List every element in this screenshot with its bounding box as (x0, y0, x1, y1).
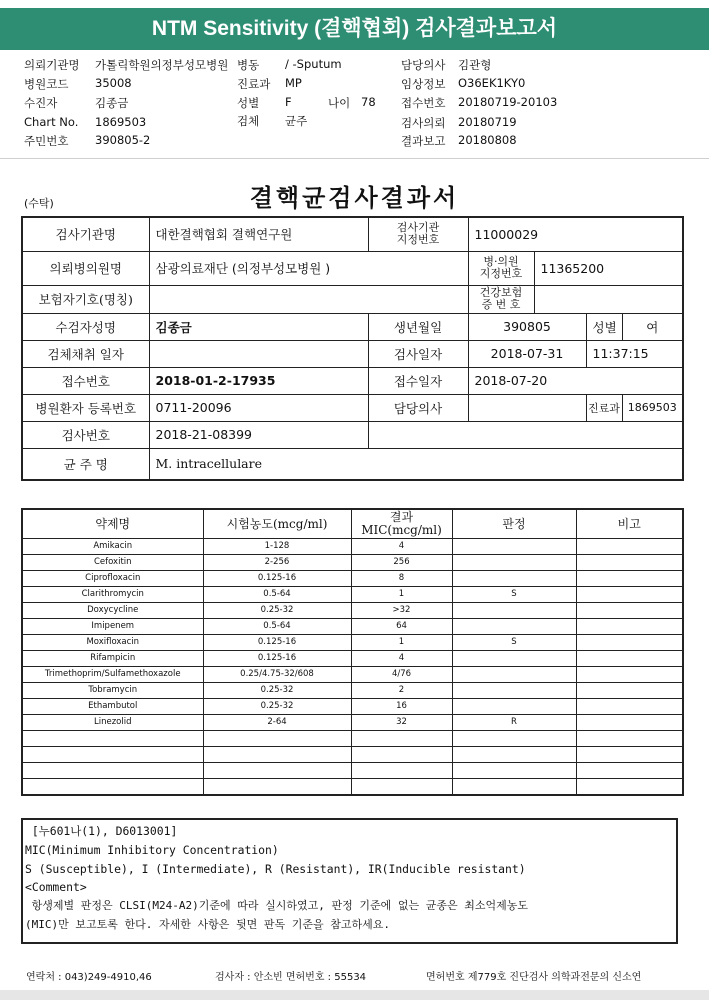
drug-row (22, 651, 683, 667)
age-label: 나이 (328, 96, 351, 110)
resident-value: 390805-2 (95, 133, 151, 147)
code-label: 병원코드 (24, 77, 69, 91)
cell-conc: 2-64 (203, 715, 351, 731)
empty-row (22, 763, 683, 779)
cell-remark (576, 731, 683, 747)
dob-value: 390805 (468, 313, 586, 340)
footer-license: 면허번호 제779호 진단검사 의학과전문의 신소연 (426, 972, 642, 983)
lab-value: 대한결핵협회 결핵연구원 (149, 217, 368, 251)
doctor-value: 김관형 (458, 58, 492, 72)
chart-value: 1869503 (95, 115, 147, 129)
hospital-label: 의뢰기관명 (24, 58, 80, 72)
cell-mic: 1 (351, 635, 452, 651)
cell-drug: Amikacin (22, 539, 203, 555)
accept-date-label: 접수일자 (368, 367, 468, 394)
cell-remark (576, 699, 683, 715)
note-comment-2: (MIC)만 보고토록 한다. 자세한 사항은 뒷면 판독 기준을 참고하세요. (25, 917, 390, 931)
cell-drug: Tobramycin (22, 683, 203, 699)
resident-label: 주민번호 (24, 134, 69, 148)
cell-interp (452, 731, 576, 747)
health-label: 건강보험 증 번 호 (468, 285, 534, 313)
footer-contact: 연락처 : 043)249-4910,46 (26, 972, 152, 983)
note-comment-1: 항생제별 판정은 CLSI(M24-A2)기준에 따라 실시하였고, 판정 기준에 없는 균종은 최소억제농도 (25, 899, 528, 913)
cell-interp (452, 699, 576, 715)
cell-remark (576, 651, 683, 667)
code-value: 35008 (95, 76, 132, 90)
cell-conc: 0.25-32 (203, 603, 351, 619)
susceptibility-table (21, 508, 684, 796)
insured-label: 보험자기호(명칭) (22, 285, 149, 313)
cell-remark (576, 603, 683, 619)
receipt-label: 접수번호 (401, 96, 446, 110)
drug-row (22, 603, 683, 619)
accept-no-value: 2018-01-2-17935 (149, 367, 368, 394)
cell-drug: Clarithromycin (22, 587, 203, 603)
cell-conc (203, 763, 351, 779)
receipt-value: 20180719-20103 (458, 95, 558, 109)
mic-header: 결과 MIC(mcg/ml) (351, 509, 452, 539)
drug-row (22, 699, 683, 715)
cell-conc: 0.125-16 (203, 635, 351, 651)
strain-label: 균 주 명 (22, 448, 149, 480)
insured-value (149, 285, 468, 313)
cell-mic: 16 (351, 699, 452, 715)
test-date-label: 검사일자 (368, 340, 468, 367)
cell-conc: 0.25-32 (203, 683, 351, 699)
report-label: 결과보고 (401, 134, 446, 148)
cell-drug: Imipenem (22, 619, 203, 635)
cell-remark (576, 667, 683, 683)
drug-row (22, 715, 683, 731)
cell-interp (452, 683, 576, 699)
cell-mic: 32 (351, 715, 452, 731)
cell-remark (576, 747, 683, 763)
cell-remark (576, 779, 683, 796)
cell-remark (576, 763, 683, 779)
cell-remark (576, 619, 683, 635)
drug-row (22, 619, 683, 635)
test-time-value: 11:37:15 (586, 340, 683, 367)
drug-row (22, 667, 683, 683)
cell-drug: Trimethoprim/Sulfamethoxazole (22, 667, 203, 683)
patient-label: 수진자 (24, 96, 58, 110)
accept-date-value: 2018-07-20 (468, 367, 683, 394)
cell-mic (351, 731, 452, 747)
name-value: 김종금 (149, 313, 368, 340)
dept-label: 진료과 (237, 77, 271, 91)
specimen-value: 균주 (285, 114, 308, 128)
lab-label: 검사기관명 (22, 217, 149, 251)
test-date-value: 2018-07-31 (468, 340, 586, 367)
cell-remark (576, 635, 683, 651)
reg-no-value: 0711-20096 (149, 394, 368, 421)
req-hosp-value: 삼광의료재단 (의정부성모병원 ) (149, 251, 468, 285)
cell-drug: Cefoxitin (22, 555, 203, 571)
hosp-id-value: 11365200 (534, 251, 683, 285)
note-legend: S (Susceptible), I (Intermediate), R (Resistant), IR(Inducible resistant) (25, 861, 526, 876)
conc-header: 시험농도(mcg/ml) (203, 509, 351, 539)
cell-remark (576, 683, 683, 699)
cell-conc: 2-256 (203, 555, 351, 571)
cell-interp (452, 603, 576, 619)
cell-interp (452, 763, 576, 779)
strain-value: M. intracellulare (149, 448, 683, 480)
age-value: 78 (361, 95, 376, 109)
ward-label: 병동 (237, 58, 260, 72)
exam-no-label: 검사번호 (22, 421, 149, 448)
reg-no-label: 병원환자 등록번호 (22, 394, 149, 421)
cell-drug (22, 731, 203, 747)
cell-drug (22, 779, 203, 796)
note-comment-title: <Comment> (25, 880, 87, 895)
exam-no-blank (368, 421, 683, 448)
remark-header: 비고 (576, 509, 683, 539)
cell-conc (203, 779, 351, 796)
sex-value-cell: 여 (622, 313, 683, 340)
drug-row (22, 587, 683, 603)
cell-drug: Doxycycline (22, 603, 203, 619)
req-hosp-label: 의뢰병의원명 (22, 251, 149, 285)
cell-conc: 0.25/4.75-32/608 (203, 667, 351, 683)
cell-drug: Linezolid (22, 715, 203, 731)
hospital-value: 가톨릭학원의정부성모병원 (95, 58, 229, 72)
cell-conc (203, 747, 351, 763)
bottom-band (0, 990, 709, 1000)
cell-drug (22, 747, 203, 763)
health-value (534, 285, 683, 313)
cell-mic: >32 (351, 603, 452, 619)
notes-box (21, 818, 678, 944)
doctor-value-cell (468, 394, 586, 421)
hosp-id-label: 병·의원 지정번호 (468, 251, 534, 285)
cell-remark (576, 715, 683, 731)
doctor-label: 담당의사 (401, 58, 446, 72)
cell-interp (452, 667, 576, 683)
lab-id-label: 검사기관 지정번호 (368, 217, 468, 251)
divider (0, 158, 709, 159)
cell-interp: S (452, 587, 576, 603)
request-value: 20180719 (458, 115, 517, 129)
interp-header: 판정 (452, 509, 576, 539)
doctor-label-cell: 담당의사 (368, 394, 468, 421)
note-code: [누601나(1), D6013001] (25, 824, 178, 838)
cell-drug: Ethambutol (22, 699, 203, 715)
clinic-value: O36EK1KY0 (458, 76, 526, 90)
cell-mic: 4 (351, 651, 452, 667)
cell-interp (452, 651, 576, 667)
empty-row (22, 731, 683, 747)
empty-row (22, 779, 683, 796)
lab-id-value: 11000029 (468, 217, 683, 251)
clinic-label: 임상정보 (401, 77, 446, 91)
cell-interp (452, 539, 576, 555)
report-value: 20180808 (458, 133, 517, 147)
cell-interp: S (452, 635, 576, 651)
exam-no-value: 2018-21-08399 (149, 421, 368, 448)
cell-remark (576, 555, 683, 571)
note-mic: MIC(Minimum Inhibitory Concentration) (25, 842, 279, 857)
cell-remark (576, 587, 683, 603)
cell-mic: 4 (351, 539, 452, 555)
cell-remark (576, 539, 683, 555)
cell-conc: 0.125-16 (203, 571, 351, 587)
cell-mic: 4/76 (351, 667, 452, 683)
ward-value: / -Sputum (285, 57, 342, 71)
cell-drug: Ciprofloxacin (22, 571, 203, 587)
cell-mic: 2 (351, 683, 452, 699)
cell-mic: 64 (351, 619, 452, 635)
footer-examiner: 검사자 : 안소빈 면허번호 : 55534 (215, 972, 367, 983)
cell-drug: Rifampicin (22, 651, 203, 667)
drug-row (22, 571, 683, 587)
cell-interp (452, 555, 576, 571)
dept-label-cell: 진료과 (586, 394, 622, 421)
cell-conc (203, 731, 351, 747)
accept-no-label: 접수번호 (22, 367, 149, 394)
cell-mic (351, 779, 452, 796)
report-title: 결핵균검사결과서 (249, 183, 460, 212)
sex-label: 성별 (237, 96, 260, 110)
cell-mic: 1 (351, 587, 452, 603)
specimen-label: 검체 (237, 114, 260, 128)
cell-interp: R (452, 715, 576, 731)
sex-label-cell: 성별 (586, 313, 622, 340)
cell-mic: 8 (351, 571, 452, 587)
request-label: 검사의뢰 (401, 116, 446, 130)
dept-value: MP (285, 76, 302, 90)
cell-drug (22, 763, 203, 779)
cell-conc: 0.5-64 (203, 619, 351, 635)
patient-info-table (21, 216, 684, 481)
cell-mic (351, 763, 452, 779)
drug-row (22, 555, 683, 571)
cell-interp (452, 779, 576, 796)
cell-interp (452, 571, 576, 587)
cell-remark (576, 571, 683, 587)
name-label: 수검자성명 (22, 313, 149, 340)
patient-value: 김종금 (95, 96, 129, 110)
empty-row (22, 747, 683, 763)
cell-drug: Moxifloxacin (22, 635, 203, 651)
drug-header: 약제명 (22, 509, 203, 539)
cell-conc: 0.25-32 (203, 699, 351, 715)
dept-value-cell: 1869503 (622, 394, 683, 421)
collect-label: 검체채취 일자 (22, 340, 149, 367)
drug-row (22, 683, 683, 699)
cell-conc: 0.125-16 (203, 651, 351, 667)
dob-label: 생년월일 (368, 313, 468, 340)
drug-row (22, 635, 683, 651)
cell-conc: 1-128 (203, 539, 351, 555)
sex-value: F (285, 95, 292, 109)
cell-conc: 0.5-64 (203, 587, 351, 603)
cell-interp (452, 747, 576, 763)
cell-mic (351, 747, 452, 763)
collect-value (149, 340, 368, 367)
report-header: NTM Sensitivity (결핵협회) 검사결과보고서 (0, 8, 709, 50)
drug-row (22, 539, 683, 555)
chart-label: Chart No. (24, 115, 79, 129)
cell-mic: 256 (351, 555, 452, 571)
consignment-tag: (수탁) (24, 197, 54, 210)
cell-interp (452, 619, 576, 635)
